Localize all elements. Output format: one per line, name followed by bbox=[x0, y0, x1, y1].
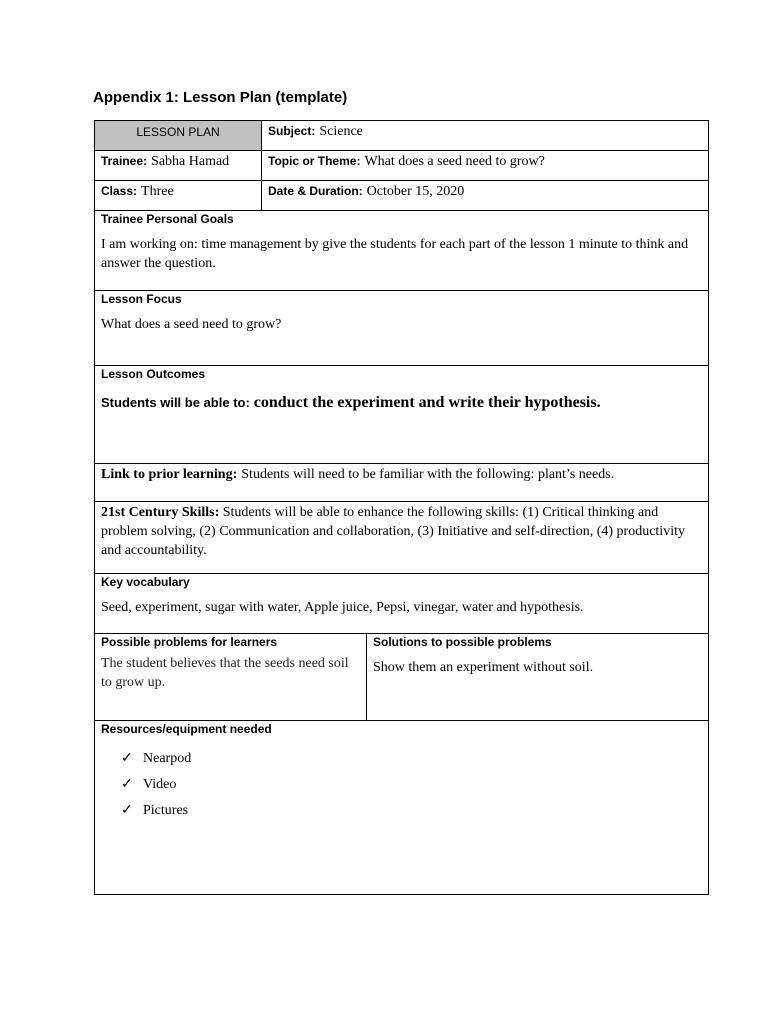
resource-item-label: Pictures bbox=[143, 803, 189, 818]
subject-label: Subject: bbox=[268, 124, 316, 138]
subject-cell bbox=[262, 121, 709, 151]
trainee-row bbox=[95, 151, 709, 181]
personal-goals-label: Trainee Personal Goals bbox=[101, 212, 234, 226]
prior-learning-cell bbox=[95, 464, 709, 502]
class-cell bbox=[95, 181, 262, 211]
class-row bbox=[95, 181, 709, 211]
lesson-focus-text: What does a seed need to grow? bbox=[101, 317, 282, 332]
class-value: Three bbox=[141, 184, 174, 199]
personal-goals-text: I am working on: time management by give the students for each part of the lesson 1 minute to think and answer the question. bbox=[101, 237, 689, 271]
lesson-plan-label: LESSON PLAN bbox=[136, 125, 220, 139]
resources-row bbox=[95, 721, 709, 895]
prior-learning-text: Students will need to be familiar with the following: plant’s needs. bbox=[241, 467, 615, 482]
key-vocabulary-row bbox=[95, 574, 709, 634]
century-skills-cell bbox=[95, 502, 709, 574]
check-icon: ✓ bbox=[121, 751, 133, 766]
personal-goals-row bbox=[95, 211, 709, 291]
lesson-plan-header-cell bbox=[95, 121, 262, 151]
lesson-outcomes-row bbox=[95, 366, 709, 464]
lesson-focus-label: Lesson Focus bbox=[101, 292, 182, 306]
lesson-outcomes-lead: Students will be able to: bbox=[101, 395, 250, 410]
lesson-outcomes-text: conduct the experiment and write their hypothesis. bbox=[253, 394, 601, 411]
problems-cell bbox=[95, 634, 367, 721]
resource-item-label: Video bbox=[143, 777, 177, 792]
resources-list bbox=[121, 750, 702, 828]
check-icon: ✓ bbox=[121, 803, 133, 818]
resource-item bbox=[121, 802, 702, 828]
solutions-cell bbox=[367, 634, 709, 721]
prior-learning-row bbox=[95, 464, 709, 502]
date-duration-label: Date & Duration: bbox=[268, 184, 363, 198]
solutions-label: Solutions to possible problems bbox=[373, 635, 552, 649]
prior-learning-label: Link to prior learning: bbox=[101, 467, 238, 482]
personal-goals-cell bbox=[95, 211, 709, 291]
resources-cell bbox=[95, 721, 709, 895]
resource-item-label: Nearpod bbox=[143, 751, 192, 766]
lesson-outcomes-cell bbox=[95, 366, 709, 464]
resource-item bbox=[121, 750, 702, 776]
trainee-label: Trainee: bbox=[101, 154, 148, 168]
problems-solutions-row bbox=[95, 634, 709, 721]
century-skills-text: Students will be able to enhance the following skills: (1) Critical thinking and problem solving, (2) Communication and collaboration, (3) Initiative and self-direction, (4) productivity and accountability. bbox=[101, 505, 685, 558]
date-duration-value: October 15, 2020 bbox=[366, 184, 465, 199]
century-skills-row bbox=[95, 502, 709, 574]
check-icon: ✓ bbox=[121, 777, 133, 792]
lesson-focus-row bbox=[95, 291, 709, 366]
solutions-text: Show them an experiment without soil. bbox=[373, 660, 594, 675]
subject-value: Science bbox=[319, 124, 363, 139]
topic-cell bbox=[262, 151, 709, 181]
key-vocabulary-text: Seed, experiment, sugar with water, Apple juice, Pepsi, vinegar, water and hypothesis. bbox=[101, 600, 584, 615]
trainee-cell bbox=[95, 151, 262, 181]
class-label: Class: bbox=[101, 184, 138, 198]
topic-value: What does a seed need to grow? bbox=[364, 154, 545, 169]
problems-text: The student believes that the seeds need soil to grow up. bbox=[101, 656, 349, 690]
topic-label: Topic or Theme: bbox=[268, 154, 361, 168]
header-row bbox=[95, 121, 709, 151]
page-title: Appendix 1: Lesson Plan (template) bbox=[93, 89, 348, 106]
trainee-value: Sabha Hamad bbox=[151, 154, 230, 169]
key-vocabulary-label: Key vocabulary bbox=[101, 575, 190, 589]
century-skills-label: 21st Century Skills: bbox=[101, 505, 220, 520]
lesson-outcomes-label: Lesson Outcomes bbox=[101, 367, 206, 381]
problems-label: Possible problems for learners bbox=[101, 635, 278, 649]
century-skills-paragraph bbox=[101, 503, 702, 560]
date-duration-cell bbox=[262, 181, 709, 211]
lesson-plan-table bbox=[94, 120, 709, 895]
resources-label: Resources/equipment needed bbox=[101, 722, 272, 736]
key-vocabulary-cell bbox=[95, 574, 709, 634]
lesson-outcomes-line bbox=[101, 394, 702, 412]
lesson-focus-cell bbox=[95, 291, 709, 366]
resource-item bbox=[121, 776, 702, 802]
